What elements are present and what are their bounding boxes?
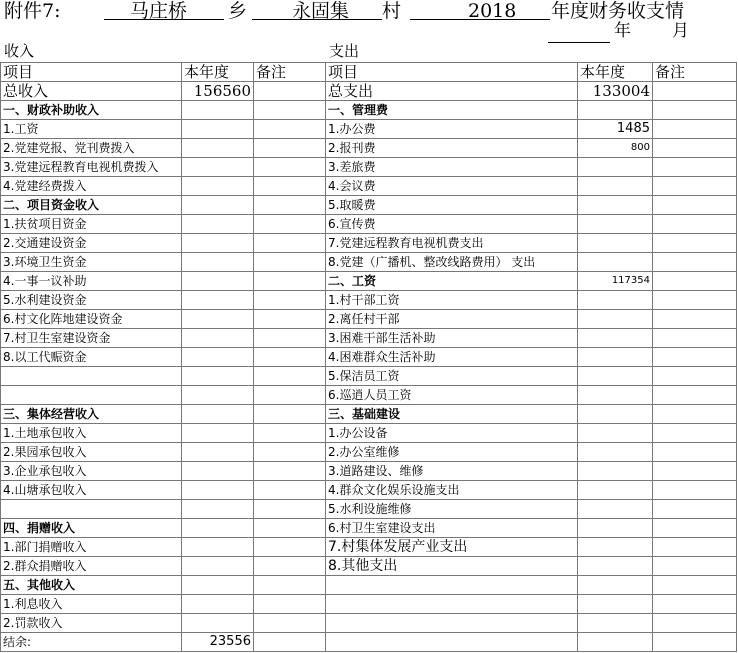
expense-note-cell — [653, 405, 737, 424]
table-row — [1, 386, 737, 405]
income-col-note: 备注 — [254, 63, 326, 82]
income-amount-cell — [182, 139, 254, 158]
expense-note-cell — [653, 576, 737, 595]
income-amount-cell — [182, 519, 254, 538]
table-row — [1, 367, 737, 386]
table-row — [1, 215, 737, 234]
income-note-cell — [254, 557, 326, 576]
expense-amount-cell — [578, 614, 653, 633]
expense-item-cell: 2.办公室维修 — [326, 443, 578, 462]
income-item-cell: 1.土地承包收入 — [1, 424, 182, 443]
income-note-cell — [254, 234, 326, 253]
income-note-cell — [254, 367, 326, 386]
income-amount-cell — [182, 215, 254, 234]
table-row — [1, 405, 737, 424]
income-note-cell — [254, 424, 326, 443]
table-row — [1, 614, 737, 633]
expense-amount-cell — [578, 443, 653, 462]
document-title — [0, 0, 738, 22]
income-amount-cell — [182, 557, 254, 576]
expense-note-cell — [653, 481, 737, 500]
income-amount-cell — [182, 196, 254, 215]
title-village: 永固集 — [292, 0, 350, 22]
title-township-suffix: 乡 — [228, 0, 248, 22]
income-item-cell: 结余: — [1, 633, 182, 652]
expense-note-cell — [653, 329, 737, 348]
expense-item-cell: 1.村干部工资 — [326, 291, 578, 310]
title-underline — [104, 19, 224, 20]
expense-amount-cell — [578, 196, 653, 215]
expense-item-cell: 三、基础建设 — [326, 405, 578, 424]
income-note-cell — [254, 519, 326, 538]
table-row — [1, 443, 737, 462]
income-note-cell — [254, 386, 326, 405]
income-note-cell — [254, 101, 326, 120]
income-note-cell — [254, 329, 326, 348]
income-amount-cell — [182, 367, 254, 386]
income-note-cell — [254, 215, 326, 234]
expense-amount-cell — [578, 386, 653, 405]
income-amount-cell — [182, 158, 254, 177]
expense-item-cell: 4.群众文化娱乐设施支出 — [326, 481, 578, 500]
expense-amount-cell — [578, 405, 653, 424]
income-amount-cell — [182, 595, 254, 614]
income-item-cell: 二、项目资金收入 — [1, 196, 182, 215]
income-amount-cell — [182, 253, 254, 272]
expense-item-cell: 5.保洁员工资 — [326, 367, 578, 386]
income-total-label: 总收入 — [1, 82, 182, 101]
income-note-cell — [254, 310, 326, 329]
year-underline — [548, 42, 610, 43]
expense-item-cell: 7.村集体发展产业支出 — [326, 538, 578, 557]
expense-note-cell — [653, 177, 737, 196]
income-amount-cell — [182, 500, 254, 519]
expense-note-cell — [653, 633, 737, 652]
table-row — [1, 519, 737, 538]
expense-item-cell: 一、管理费 — [326, 101, 578, 120]
expense-note-cell — [653, 101, 737, 120]
expense-amount-cell — [578, 310, 653, 329]
income-item-cell: 4.一事一议补助 — [1, 272, 182, 291]
header-row — [1, 63, 737, 82]
year-label: 年 — [614, 21, 631, 41]
date-line — [0, 22, 738, 42]
expense-amount-cell: 800 — [578, 139, 653, 158]
expense-total-value: 133004 — [578, 82, 653, 101]
expense-note-cell — [653, 120, 737, 139]
income-amount-cell — [182, 348, 254, 367]
expense-note-cell — [653, 291, 737, 310]
income-amount-cell — [182, 538, 254, 557]
income-amount-cell — [182, 120, 254, 139]
expense-total-label: 总支出 — [326, 82, 578, 101]
income-total-value: 156560 — [182, 82, 254, 101]
expense-amount-cell — [578, 291, 653, 310]
expense-note-cell — [653, 519, 737, 538]
income-item-cell: 4.山塘承包收入 — [1, 481, 182, 500]
expense-total-note — [653, 82, 737, 101]
income-item-cell: 2.罚款收入 — [1, 614, 182, 633]
expense-item-cell: 1.办公费 — [326, 120, 578, 139]
expense-note-cell — [653, 614, 737, 633]
table-row — [1, 557, 737, 576]
income-item-cell: 四、捐赠收入 — [1, 519, 182, 538]
income-total-note — [254, 82, 326, 101]
income-item-cell: 一、财政补助收入 — [1, 101, 182, 120]
income-note-cell — [254, 462, 326, 481]
expense-item-cell: 二、工资 — [326, 272, 578, 291]
expense-note-cell — [653, 272, 737, 291]
income-amount-cell: 23556 — [182, 633, 254, 652]
income-amount-cell — [182, 424, 254, 443]
table-row — [1, 424, 737, 443]
income-amount-cell — [182, 481, 254, 500]
table-row — [1, 234, 737, 253]
expense-note-cell — [653, 500, 737, 519]
income-amount-cell — [182, 405, 254, 424]
expense-item-cell: 6.村卫生室建设支出 — [326, 519, 578, 538]
income-note-cell — [254, 633, 326, 652]
income-amount-cell — [182, 386, 254, 405]
expense-note-cell — [653, 424, 737, 443]
income-item-cell — [1, 500, 182, 519]
expense-amount-cell — [578, 234, 653, 253]
income-item-cell: 1.扶贫项目资金 — [1, 215, 182, 234]
income-amount-cell — [182, 462, 254, 481]
income-amount-cell — [182, 272, 254, 291]
expense-item-cell — [326, 633, 578, 652]
income-section-label: 收入 — [4, 42, 35, 60]
table-row — [1, 120, 737, 139]
expense-item-cell: 5.水利设施维修 — [326, 500, 578, 519]
table-row — [1, 329, 737, 348]
income-item-cell: 6.村文化阵地建设资金 — [1, 310, 182, 329]
expense-amount-cell — [578, 215, 653, 234]
expense-note-cell — [653, 253, 737, 272]
income-item-cell — [1, 367, 182, 386]
table-row — [1, 595, 737, 614]
income-note-cell — [254, 291, 326, 310]
income-item-cell: 1.部门捐赠收入 — [1, 538, 182, 557]
expense-note-cell — [653, 595, 737, 614]
income-amount-cell — [182, 101, 254, 120]
income-item-cell: 1.工资 — [1, 120, 182, 139]
expense-item-cell: 8.党建（广播机、整改线路费用） 支出 — [326, 253, 578, 272]
expense-item-cell — [326, 595, 578, 614]
expense-item-cell: 6.巡逍人员工资 — [326, 386, 578, 405]
expense-amount-cell — [578, 519, 653, 538]
income-item-cell: 2.交通建设资金 — [1, 234, 182, 253]
expense-amount-cell: 1485 — [578, 120, 653, 139]
table-row — [1, 310, 737, 329]
income-amount-cell — [182, 614, 254, 633]
expense-item-cell: 2.离任村干部 — [326, 310, 578, 329]
expense-amount-cell — [578, 595, 653, 614]
income-note-cell — [254, 139, 326, 158]
table-row — [1, 291, 737, 310]
expense-note-cell — [653, 234, 737, 253]
expense-col-item: 项目 — [326, 63, 578, 82]
expense-amount-cell — [578, 348, 653, 367]
expense-note-cell — [653, 367, 737, 386]
income-note-cell — [254, 576, 326, 595]
expense-note-cell — [653, 310, 737, 329]
expense-note-cell — [653, 348, 737, 367]
expense-note-cell — [653, 139, 737, 158]
expense-section-label: 支出 — [329, 42, 360, 60]
title-village-suffix: 村 — [382, 0, 402, 22]
expense-amount-cell: 117354 — [578, 272, 653, 291]
income-note-cell — [254, 614, 326, 633]
income-amount-cell — [182, 177, 254, 196]
income-item-cell: 2.党建党报、党刊费拨入 — [1, 139, 182, 158]
title-prefix: 附件7: — [4, 0, 61, 22]
income-note-cell — [254, 443, 326, 462]
income-item-cell: 3.党建远程教育电视机费拨入 — [1, 158, 182, 177]
expense-amount-cell — [578, 101, 653, 120]
income-item-cell: 3.环境卫生资金 — [1, 253, 182, 272]
table-row — [1, 481, 737, 500]
table-row — [1, 101, 737, 120]
income-note-cell — [254, 158, 326, 177]
income-item-cell: 2.群众捐赠收入 — [1, 557, 182, 576]
expense-item-cell: 8.其他支出 — [326, 557, 578, 576]
table-row — [1, 177, 737, 196]
expense-amount-cell — [578, 462, 653, 481]
income-item-cell: 3.企业承包收入 — [1, 462, 182, 481]
income-amount-cell — [182, 291, 254, 310]
income-note-cell — [254, 196, 326, 215]
expense-item-cell: 6.宣传费 — [326, 215, 578, 234]
expense-amount-cell — [578, 557, 653, 576]
income-item-cell: 2.果园承包收入 — [1, 443, 182, 462]
table-row — [1, 576, 737, 595]
expense-amount-cell — [578, 538, 653, 557]
table-row — [1, 538, 737, 557]
expense-amount-cell — [578, 158, 653, 177]
expense-item-cell: 2.报刊费 — [326, 139, 578, 158]
expense-amount-cell — [578, 576, 653, 595]
income-item-cell: 5.水利建设资金 — [1, 291, 182, 310]
income-col-amount: 本年度 — [182, 63, 254, 82]
income-item-cell: 三、集体经营收入 — [1, 405, 182, 424]
income-item-cell: 五、其他收入 — [1, 576, 182, 595]
expense-item-cell: 1.办公设备 — [326, 424, 578, 443]
table-row — [1, 462, 737, 481]
expense-amount-cell — [578, 253, 653, 272]
expense-note-cell — [653, 215, 737, 234]
expense-item-cell: 3.道路建设、维修 — [326, 462, 578, 481]
title-township: 马庄桥 — [130, 0, 188, 22]
income-note-cell — [254, 348, 326, 367]
income-note-cell — [254, 177, 326, 196]
expense-col-note: 备注 — [653, 63, 737, 82]
expense-item-cell: 7.党建远程教育电视机费支出 — [326, 234, 578, 253]
expense-item-cell: 3.困难干部生活补助 — [326, 329, 578, 348]
table-row — [1, 158, 737, 177]
income-note-cell — [254, 272, 326, 291]
income-amount-cell — [182, 443, 254, 462]
expense-note-cell — [653, 462, 737, 481]
table-row — [1, 633, 737, 652]
total-row — [1, 82, 737, 101]
expense-note-cell — [653, 196, 737, 215]
expense-note-cell — [653, 538, 737, 557]
title-suffix: 年度财务收支情 — [551, 0, 685, 22]
expense-item-cell: 4.困难群众生活补助 — [326, 348, 578, 367]
expense-col-amount: 本年度 — [578, 63, 653, 82]
title-year: 2018 — [468, 0, 517, 22]
expense-item-cell: 3.差旅费 — [326, 158, 578, 177]
income-item-cell: 1.利息收入 — [1, 595, 182, 614]
table-row — [1, 139, 737, 158]
table-row — [1, 272, 737, 291]
income-item-cell: 7.村卫生室建设资金 — [1, 329, 182, 348]
income-item-cell — [1, 386, 182, 405]
expense-note-cell — [653, 158, 737, 177]
expense-item-cell — [326, 614, 578, 633]
income-amount-cell — [182, 329, 254, 348]
month-label: 月 — [672, 21, 689, 41]
income-note-cell — [254, 405, 326, 424]
finance-table — [0, 62, 737, 652]
income-note-cell — [254, 481, 326, 500]
expense-note-cell — [653, 443, 737, 462]
expense-item-cell: 5.取暖费 — [326, 196, 578, 215]
table-row — [1, 196, 737, 215]
expense-note-cell — [653, 557, 737, 576]
income-amount-cell — [182, 234, 254, 253]
income-amount-cell — [182, 576, 254, 595]
expense-amount-cell — [578, 500, 653, 519]
expense-note-cell — [653, 386, 737, 405]
expense-item-cell — [326, 576, 578, 595]
expense-amount-cell — [578, 329, 653, 348]
table-row — [1, 253, 737, 272]
income-note-cell — [254, 500, 326, 519]
income-amount-cell — [182, 310, 254, 329]
expense-item-cell: 4.会议费 — [326, 177, 578, 196]
table-row — [1, 348, 737, 367]
income-note-cell — [254, 253, 326, 272]
expense-amount-cell — [578, 481, 653, 500]
expense-amount-cell — [578, 177, 653, 196]
income-col-item: 项目 — [1, 63, 182, 82]
expense-amount-cell — [578, 367, 653, 386]
table-row — [1, 500, 737, 519]
income-note-cell — [254, 538, 326, 557]
income-note-cell — [254, 595, 326, 614]
income-item-cell: 8.以工代赈资金 — [1, 348, 182, 367]
expense-amount-cell — [578, 424, 653, 443]
income-item-cell: 4.党建经费拨入 — [1, 177, 182, 196]
expense-amount-cell — [578, 633, 653, 652]
income-note-cell — [254, 120, 326, 139]
